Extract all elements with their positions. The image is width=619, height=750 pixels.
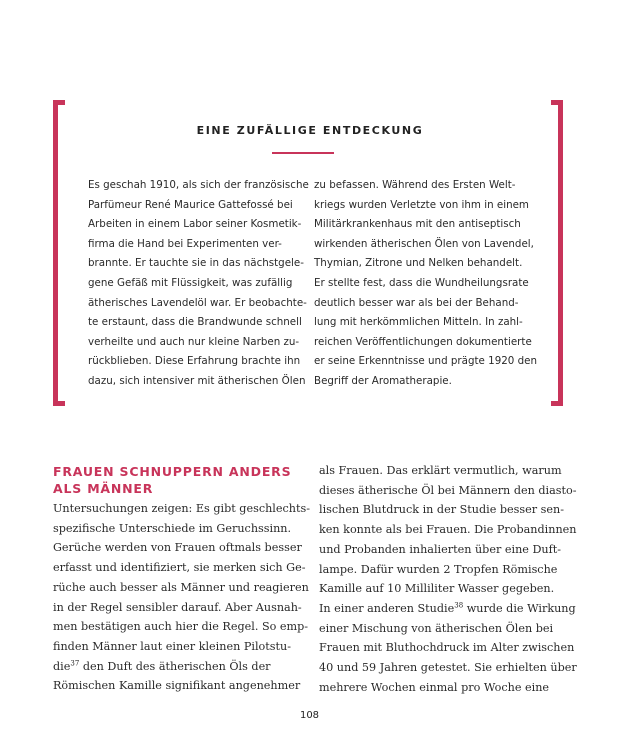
text-line: reichen Veröffentlichungen dokumentierte [314,335,532,348]
text-line: Arbeiten in einem Labor seiner Kosmetik- [88,218,302,231]
text-line: Begriff der Aromatherapie. [314,374,452,387]
text-line: er seine Erkenntnisse und prägte 1920 den [314,355,538,368]
text-line: brannte. Er tauchte sie in das nächstgele- [88,257,304,270]
text-line: dazu, sich intensiver mit ätherischen Ölen [88,374,306,387]
text-line: zu befassen. Während des Ersten Welt- [314,179,516,191]
text-line: firma die Hand bei Experimenten ver- [88,237,282,250]
text-line: ätherisches Lavendelöl war. Er beobachte- [88,296,307,309]
text-fragment: den Duft des ätherischen Öls der [79,659,271,673]
text-line: Parfümeur René Maurice Gattefossé bei [88,198,293,211]
text-fragment: die [53,659,71,673]
text-line: wirkenden ätherischen Ölen von Lavendel, [314,237,534,250]
text-line: ken konnte als bei Frauen. Die Probandinnen [319,523,577,537]
text-line: dieses ätherische Öl bei Männern den diasto- [319,483,577,497]
page-number: 108 [299,710,320,721]
text-line: lampe. Dafür wurden 2 Tropfen Römische [319,562,558,576]
body-column-right [319,461,577,697]
text-line: Es geschah 1910, als sich der französische [88,179,309,191]
text-line: men bestätigen auch hier die Regel. So emp- [53,620,309,634]
text-line-with-footnote [53,657,298,677]
text-line: verheilte und auch nur kleine Narben zu- [88,335,300,348]
text-line: Kamille auf 10 Milliliter Wasser gegeben. [319,582,555,596]
box-bracket-left [53,100,65,406]
text-line: in der Regel sensibler darauf. Aber Ausnah- [53,600,302,614]
text-line: einer Mischung von ätherischen Ölen bei [319,621,554,635]
footnote-ref: 37 [70,658,80,667]
text-line: deutlich besser war als bei der Behand- [314,296,519,309]
text-line: 40 und 59 Jahren getestet. Sie erhielten über [319,661,577,675]
box-title: EINE ZUFÄLLIGE ENTDECKUNG [196,124,424,137]
text-line: mehrere Wochen einmal pro Woche eine [319,680,550,694]
text-line: als Frauen. Das erklärt vermutlich, warum [319,464,562,477]
text-fragment: In einer anderen Studie [319,601,455,615]
text-line: lischen Blutdruck in der Studie besser sen- [319,503,565,517]
text-line: rüche auch besser als Männer und reagieren [53,580,309,594]
text-line: Thymian, Zitrone und Nelken behandelt. [314,257,523,270]
footnote-ref: 38 [454,601,464,610]
box-bracket-right [551,100,563,406]
text-line: Frauen mit Bluthochdruck im Alter zwischen [319,641,575,655]
text-line: spezifische Unterschiede im Geruchssinn. [53,521,292,535]
text-line: Militärkrankenhaus mit den antiseptisch [314,218,521,231]
text-line: Untersuchungen zeigen: Es gibt geschlechts- [53,502,310,515]
text-line: Gerüche werden von Frauen oftmals besser [53,541,302,555]
text-line: gene Gefäß mit Flüssigkeit, was zufällig [88,276,293,289]
box-column-right [314,176,538,392]
section-heading [53,463,303,497]
box-title-rule [272,152,334,154]
text-line: Er stellte fest, dass die Wundheilungsrate [314,276,529,289]
body-column-left [53,499,310,696]
text-line: erfasst und identifiziert, sie merken sich Ge- [53,561,306,575]
section-heading-line: ALS MÄNNER [53,481,154,496]
text-line: te erstaunt, dass die Brandwunde schnell [88,316,302,329]
text-line: lung mit herkömmlichen Mitteln. In zahl- [314,316,523,329]
text-line-with-footnote [319,599,576,619]
text-line: und Probanden inhalierten über eine Duft- [319,542,562,556]
text-line: kriegs wurden Verletzte von ihm in einem [314,198,529,211]
text-line: rückblieben. Diese Erfahrung brachte ihn [88,355,301,368]
box-column-left [88,176,309,392]
text-line: Römischen Kamille signifikant angenehmer [53,679,301,693]
section-heading-line: FRAUEN SCHNUPPERN ANDERS [53,464,292,479]
text-fragment: wurde die Wirkung [463,601,576,615]
text-line: finden Männer laut einer kleinen Pilotstu- [53,639,291,653]
